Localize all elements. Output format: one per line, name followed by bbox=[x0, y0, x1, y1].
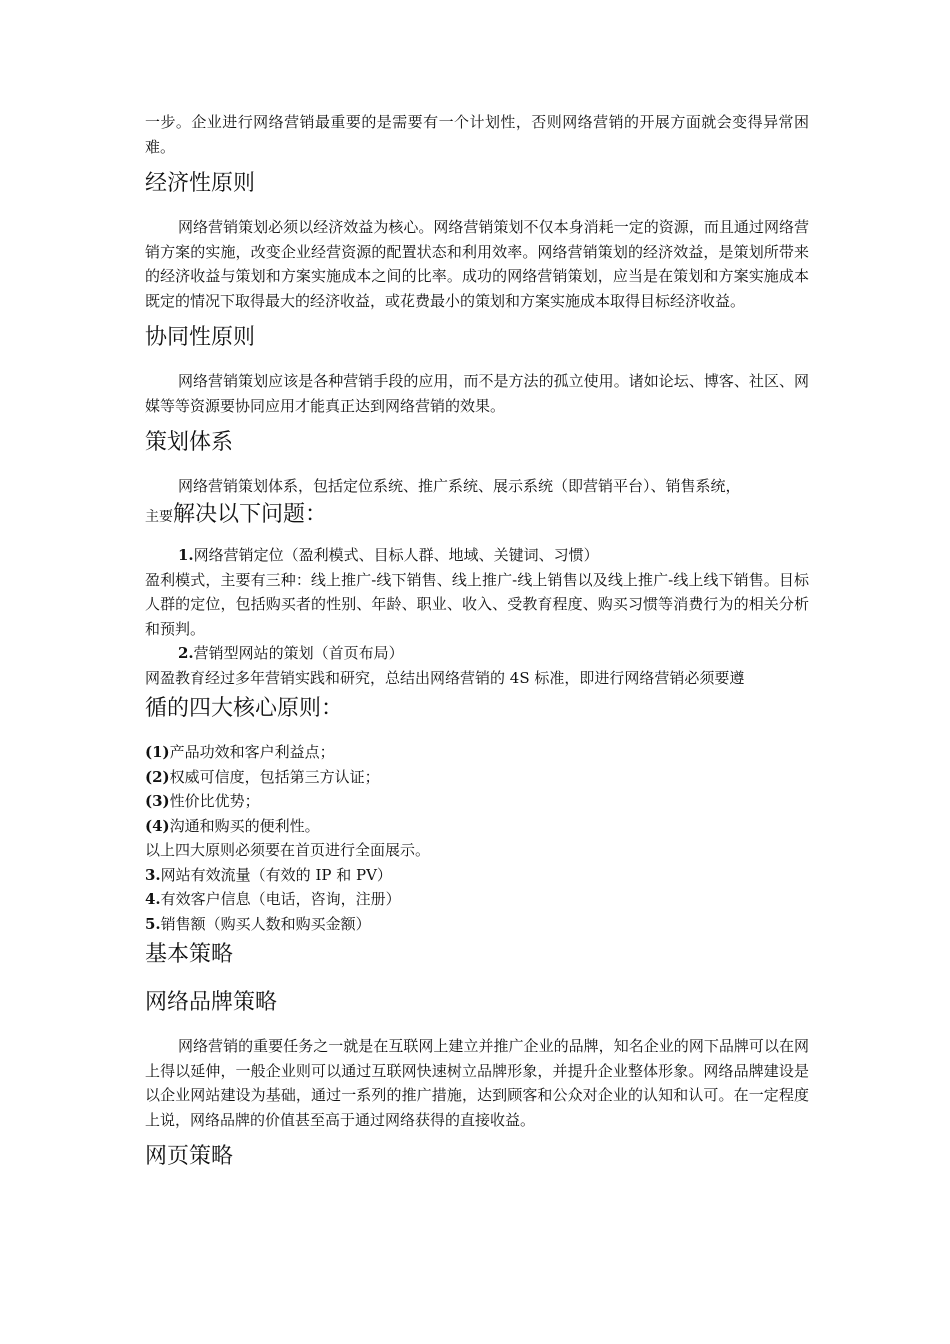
paragraph-economy: 网络营销策划必须以经济效益为核心。网络营销策划不仅本身消耗一定的资源，而且通过网络营销方案的实施，改变企业经营资源的配置状态和利用效率。网络营销策划的经济效益，是策划所带来的经济收益与策划和方案实施成本之间的比率。成功的网络营销策划，应当是在策划和方案实施成本既定的情况下取得最大的经济收益，或花费最小的策划和方案实施成本取得目标经济收益。 bbox=[145, 218, 809, 310]
system-item-5: 5.销售额（购买人数和购买金额） bbox=[145, 914, 371, 933]
system-lead-big: 解决以下问题： bbox=[173, 501, 328, 527]
heading-synergy: 协同性原则 bbox=[145, 325, 256, 350]
principle-2: (2)权威可信度，包括第三方认证； bbox=[145, 767, 380, 786]
heading-system: 策划体系 bbox=[145, 430, 234, 455]
paragraph-synergy: 网络营销策划应该是各种营销手段的应用，而不是方法的孤立使用。诸如论坛、博客、社区、网媒等等资源要协同应用才能真正达到网络营销的效果。 bbox=[145, 372, 809, 415]
document-page bbox=[145, 110, 809, 1188]
heading-brand: 网络品牌策略 bbox=[145, 990, 278, 1015]
principles-note: 以上四大原则必须要在首页进行全面展示。 bbox=[145, 841, 431, 859]
system-item-3: 3.网站有效流量（有效的 IP 和 PV） bbox=[145, 865, 392, 884]
principles-list bbox=[145, 740, 809, 838]
system-lead-line bbox=[145, 503, 809, 530]
paragraph-system: 网络营销策划体系，包括定位系统、推广系统、展示系统（即营销平台）、销售系统， bbox=[178, 477, 741, 495]
heading-strategy: 基本策略 bbox=[145, 942, 234, 967]
paragraph-brand: 网络营销的重要任务之一就是在互联网上建立并推广企业的品牌，知名企业的网下品牌可以在网上得以延伸，一般企业则可以通过互联网快速树立品牌形象，并提升企业整体形象。网络品牌建设是以企业网站建设为基础，通过一系列的推广措施，达到顾客和公众对企业的认知和认可。在一定程度上说，网络品牌的价值甚至高于通过网络获得的直接收益。 bbox=[145, 1037, 809, 1129]
system-item-2-detail: 网盈教育经过多年营销实践和研究，总结出网络营销的 4S 标准，即进行网络营销必须要遵 bbox=[145, 668, 745, 687]
system-item-2-big: 循的四大核心原则： bbox=[145, 696, 344, 721]
system-lead-small: 主要 bbox=[145, 508, 173, 525]
heading-webpage: 网页策略 bbox=[145, 1144, 234, 1169]
principle-4: (4)沟通和购买的便利性。 bbox=[145, 816, 320, 835]
intro-paragraph: 一步。企业进行网络营销最重要的是需要有一个计划性，否则网络营销的开展方面就会变得异常困难。 bbox=[145, 113, 809, 156]
system-item-2: 2.营销型网站的策划（首页布局） bbox=[178, 644, 404, 662]
heading-economy: 经济性原则 bbox=[145, 171, 256, 196]
system-item-1: 1.网络营销定位（盈利模式、目标人群、地域、关键词、习惯） bbox=[178, 546, 599, 564]
system-item-1-detail: 盈利模式，主要有三种：线上推广-线下销售、线上推广-线上销售以及线上推广-线上线下销售。目标人群的定位，包括购买者的性别、年龄、职业、收入、受教育程度、购买习惯等消费行为的相关分析和预判。 bbox=[145, 570, 809, 638]
principle-3: (3)性价比优势； bbox=[145, 792, 260, 810]
system-item-4: 4.有效客户信息（电话，咨询，注册） bbox=[145, 890, 401, 908]
principle-1: (1)产品功效和客户利益点； bbox=[145, 743, 335, 761]
